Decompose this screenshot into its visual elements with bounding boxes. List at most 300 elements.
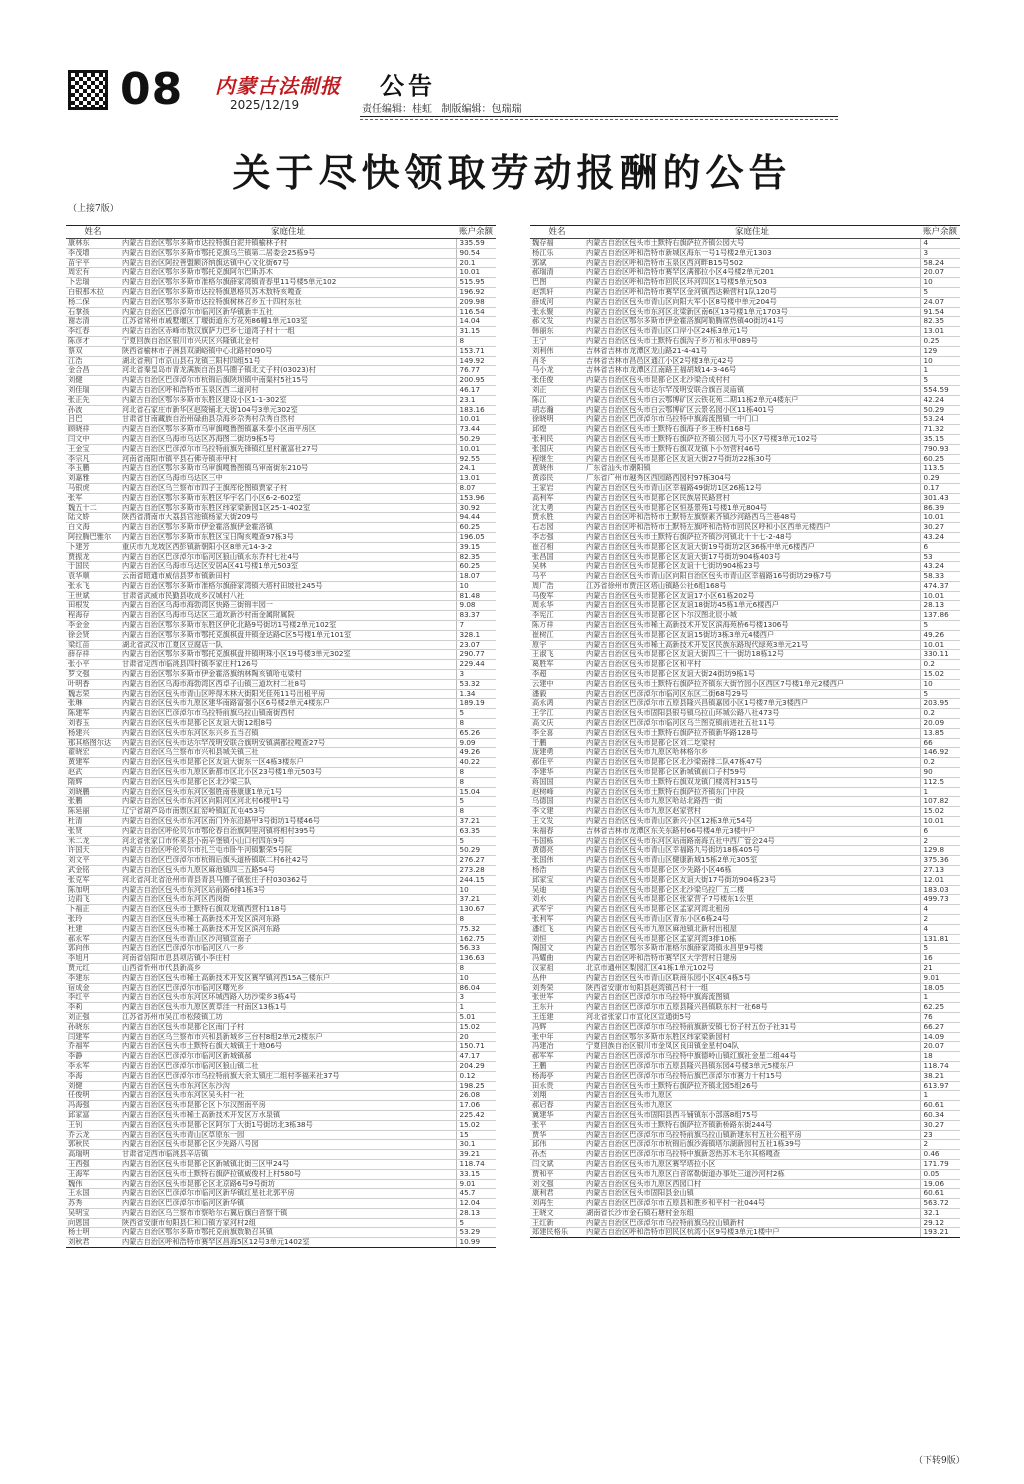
- table-row: [66, 1061, 496, 1071]
- address-cell: 内蒙古自治区包头市昆都仑区卜尔汉图南平房: [120, 1101, 456, 1111]
- name-cell: 张永聚: [530, 307, 584, 317]
- balance-cell: 8: [456, 768, 496, 778]
- table-row: [530, 836, 960, 846]
- balance-cell: 3: [456, 670, 496, 680]
- address-cell: 内蒙古自治区鄂尔多斯市乌审旗嘎鲁图镇乌审南街东210号: [120, 464, 456, 474]
- name-cell: 张克军: [66, 875, 120, 885]
- table-row: [530, 581, 960, 591]
- name-cell: 李宪江: [530, 611, 584, 621]
- table-row: [66, 444, 496, 454]
- address-cell: 内蒙古自治区巴彦淖尔市五原县隆兴昌镇东园4号楼3单元5楼东户: [584, 1061, 920, 1071]
- table-row: [66, 640, 496, 650]
- table-row: [66, 797, 496, 807]
- balance-cell: 53.24: [920, 415, 960, 425]
- name-cell: 乔福军: [66, 1042, 120, 1052]
- table-row: [530, 601, 960, 611]
- table-row: [530, 1228, 960, 1238]
- balance-cell: 28.13: [920, 601, 960, 611]
- table-row: [66, 1140, 496, 1150]
- name-cell: 于国民: [66, 562, 120, 572]
- balance-cell: 290.77: [456, 650, 496, 660]
- balance-cell: 1: [920, 366, 960, 376]
- name-cell: 周永华: [530, 601, 584, 611]
- balance-cell: 18.05: [920, 983, 960, 993]
- table-row: [530, 1140, 960, 1150]
- table-row: [66, 650, 496, 660]
- table-row: [66, 1120, 496, 1130]
- balance-cell: 45.7: [456, 1189, 496, 1199]
- name-cell: 陆文娇: [66, 513, 120, 523]
- name-cell: 宿成金: [66, 983, 120, 993]
- address-cell: 内蒙古自治区巴彦淖尔市杭锦后旗沙海镇塔尔湖新园村五社1栋39号: [584, 1140, 920, 1150]
- table-row: [530, 1189, 960, 1199]
- address-cell: 内蒙古自治区鄂尔多斯市准格尔旗薛家湾镇永昌里9号楼: [584, 944, 920, 954]
- address-cell: 内蒙古自治区包头市昆都仑区北沙梁南排二队47栋47号: [584, 758, 920, 768]
- balance-cell: 15: [456, 1130, 496, 1140]
- table-row: [530, 1159, 960, 1169]
- address-cell: 内蒙古自治区鄂尔多斯市东胜区纬家梁新园1区25-1-402室: [120, 503, 456, 513]
- name-cell: 王连建: [530, 1012, 584, 1022]
- name-cell: 郝军军: [530, 1052, 584, 1062]
- address-cell: 内蒙古自治区乌海市乌达区三道坎新沙村南金属附属院: [120, 611, 456, 621]
- name-cell: 刘正: [530, 385, 584, 395]
- balance-cell: 15.02: [920, 807, 960, 817]
- balance-cell: 20.07: [920, 1042, 960, 1052]
- balance-cell: 83.37: [456, 611, 496, 621]
- table-row: [66, 895, 496, 905]
- name-cell: 白文海: [66, 523, 120, 533]
- name-cell: 杨士明: [66, 1228, 120, 1238]
- table-row: [66, 777, 496, 787]
- balance-cell: 136.63: [456, 954, 496, 964]
- balance-cell: 196.92: [456, 287, 496, 297]
- name-cell: 李静: [66, 1052, 120, 1062]
- address-cell: 内蒙古自治区包头市昆都仑区友谊大街17号街坊904栋23号: [584, 875, 920, 885]
- table-row: [530, 376, 960, 386]
- name-cell: 叶明香: [66, 679, 120, 689]
- balance-cell: 60.61: [920, 1189, 960, 1199]
- balance-cell: 515.95: [456, 278, 496, 288]
- address-cell: 内蒙古自治区包头市东河区向阳河区河北村6楼甲1号: [120, 797, 456, 807]
- balance-cell: 0.25: [920, 336, 960, 346]
- address-cell: 内蒙古自治区包头市九原区建华南路富强小区6号楼2单元4楼东户: [120, 699, 456, 709]
- address-cell: 内蒙古自治区呼和浩特市回民区杭湾小区9号楼3单元1楼中户: [584, 1228, 920, 1238]
- name-cell: 李文建: [530, 807, 584, 817]
- name-cell: 朱福春: [530, 826, 584, 836]
- balance-cell: 183.03: [920, 885, 960, 895]
- balance-cell: 5: [920, 689, 960, 699]
- name-cell: 黄德亮: [530, 846, 584, 856]
- address-cell: 内蒙古自治区包头市青山区呼得木林大街阳光佳苑11号出租平房: [120, 689, 456, 699]
- table-row: [530, 866, 960, 876]
- table-row: [66, 434, 496, 444]
- address-cell: 内蒙古自治区包头市昆都仑区少先路八号园: [120, 1140, 456, 1150]
- address-cell: 内蒙古自治区包头市昆都仑区友谊大街17号街坊904栋403号: [584, 552, 920, 562]
- address-cell: 陕西省安康市旬阳县赵湾镇吕村十一组: [584, 983, 920, 993]
- balance-cell: 35.15: [920, 434, 960, 444]
- balance-cell: 10.01: [456, 415, 496, 425]
- address-cell: 内蒙古自治区包头市昆都仑区北沙梁乌拉厂五二楼: [584, 885, 920, 895]
- table-row: [66, 366, 496, 376]
- name-cell: 陈万祥: [530, 621, 584, 631]
- balance-cell: 244.15: [456, 875, 496, 885]
- address-cell: 内蒙古自治区呼和浩特市回民区环河四区1号楼5单元503: [584, 278, 920, 288]
- balance-cell: 53.29: [456, 1228, 496, 1238]
- address-cell: 内蒙古自治区巴彦淖尔市乌拉特中旗德岭山镇红旗社金星二组44号: [584, 1052, 920, 1062]
- table-row: [66, 993, 496, 1003]
- address-cell: 内蒙古自治区包头市昆都仑区友谊15街坊3栋3单元4楼西户: [584, 630, 920, 640]
- name-cell: 王家岩: [530, 483, 584, 493]
- table-row: [66, 689, 496, 699]
- address-cell: 内蒙古自治区巴彦淖尔市乌拉特后旗巴彦淖尔市赛力十村15号: [584, 1071, 920, 1081]
- name-cell: 冯海强: [66, 1101, 120, 1111]
- address-cell: 内蒙古自治区鄂尔多斯市东胜区伊化北路9号街坊1号楼2单元102室: [120, 621, 456, 631]
- balance-cell: 5: [456, 1218, 496, 1228]
- address-cell: 内蒙古自治区包头市土默特右旗萨拉齐镇沙河镇北十十七-2-48号: [584, 532, 920, 542]
- table-row: [66, 474, 496, 484]
- name-cell: 卜福正: [66, 905, 120, 915]
- name-cell: 李宗凡: [66, 454, 120, 464]
- balance-cell: 5.01: [456, 1012, 496, 1022]
- balance-cell: 18: [920, 1052, 960, 1062]
- name-cell: 崔树江: [530, 630, 584, 640]
- table-row: [530, 719, 960, 729]
- table-row: [530, 709, 960, 719]
- name-cell: 田永贵: [530, 1081, 584, 1091]
- table-row: [530, 1052, 960, 1062]
- address-cell: 吉林省吉林市昌邑区通江小区2号楼3单元42号: [584, 356, 920, 366]
- table-row: [66, 532, 496, 542]
- table-row: [530, 415, 960, 425]
- name-cell: 张玲: [66, 914, 120, 924]
- table-row: [530, 758, 960, 768]
- table-row: [66, 513, 496, 523]
- balance-cell: 107.82: [920, 797, 960, 807]
- balance-cell: 7: [456, 621, 496, 631]
- balance-cell: 6: [920, 826, 960, 836]
- balance-cell: 10.01: [920, 591, 960, 601]
- balance-cell: 66: [920, 738, 960, 748]
- balance-cell: 328.1: [456, 630, 496, 640]
- balance-cell: 204.29: [456, 1061, 496, 1071]
- name-cell: 张利民: [530, 434, 584, 444]
- table-row: [66, 728, 496, 738]
- balance-cell: 10: [456, 885, 496, 895]
- table-row: [530, 405, 960, 415]
- address-cell: 内蒙古自治区呼和浩特市赛罕区昌海5区12号3单元1402室: [120, 1238, 456, 1248]
- table-row: [530, 895, 960, 905]
- name-cell: 李志强: [530, 532, 584, 542]
- table-row: [530, 278, 960, 288]
- address-cell: 河北省河北省沧州市青县青县马圈子镇张庄子村030362号: [120, 875, 456, 885]
- table-row: [66, 591, 496, 601]
- name-cell: 贾华: [530, 1130, 584, 1140]
- balance-cell: 330.11: [920, 650, 960, 660]
- table-row: [530, 327, 960, 337]
- table-row: [66, 709, 496, 719]
- address-cell: 内蒙古自治区包头市达尔罕茂明安联合旗明安镇满都拉嘎查27号: [120, 738, 456, 748]
- table-row: [530, 425, 960, 435]
- balance-cell: 50.29: [920, 405, 960, 415]
- name-cell: 闫文中: [66, 434, 120, 444]
- name-cell: 吴迪: [530, 885, 584, 895]
- name-cell: 李永军: [66, 1061, 120, 1071]
- table-row: [66, 405, 496, 415]
- address-cell: 内蒙古自治区包头市九原区哈林格尔乡: [584, 748, 920, 758]
- address-cell: 河北省石家庄市新华区赵陵铺北大街104号3单元302室: [120, 405, 456, 415]
- name-cell: 黄添民: [530, 474, 584, 484]
- name-cell: 马银虎: [66, 483, 120, 493]
- name-cell: 葛胜军: [530, 660, 584, 670]
- name-cell: 张国庆: [530, 444, 584, 454]
- name-cell: 郭秋民: [66, 1140, 120, 1150]
- address-cell: 内蒙古自治区鄂尔多斯市鄂托克旗乌兰镇第二居委会25栋9号: [120, 248, 456, 258]
- balance-cell: 10.01: [456, 444, 496, 454]
- balance-cell: 198.25: [456, 1081, 496, 1091]
- name-cell: 丛仲: [530, 973, 584, 983]
- name-cell: 张利军: [530, 914, 584, 924]
- table-row: [530, 983, 960, 993]
- balance-cell: 0.2: [920, 660, 960, 670]
- table-row: [530, 385, 960, 395]
- table-row: [66, 1003, 496, 1013]
- section-title: 公告: [380, 71, 436, 100]
- name-cell: 赵凯轩: [530, 287, 584, 297]
- balance-cell: 9.01: [920, 973, 960, 983]
- name-cell: 乔云龙: [66, 1130, 120, 1140]
- table-row: [66, 572, 496, 582]
- table-row: [66, 248, 496, 258]
- table-row: [66, 327, 496, 337]
- table-row: [66, 1159, 496, 1169]
- address-column-header: 家庭住址: [120, 226, 456, 239]
- name-cell: 孙杰: [530, 1150, 584, 1160]
- table-row: [530, 297, 960, 307]
- balance-cell: 118.74: [456, 1159, 496, 1169]
- address-cell: 吉林省吉林市龙潭区龙山路21-4-41号: [584, 346, 920, 356]
- address-cell: 内蒙古自治区鄂尔多斯市鄂托克前旗敖勒召其镇: [120, 1228, 456, 1238]
- address-cell: 内蒙古自治区巴彦淖尔市乌拉特前旗大余太镇庄二组村李福来社37号: [120, 1071, 456, 1081]
- balance-cell: 33.15: [456, 1169, 496, 1179]
- balance-cell: 171.79: [920, 1159, 960, 1169]
- address-cell: 内蒙古自治区呼和浩特市新城区海东一号1号楼2单元1303: [584, 248, 920, 258]
- address-cell: 内蒙古自治区乌兰察布市兴和县新城乡三台村8组2单元2楼东户: [120, 1032, 456, 1042]
- name-cell: 刘健: [66, 1081, 120, 1091]
- name-cell: 马平: [530, 572, 584, 582]
- table-row: [530, 1169, 960, 1179]
- address-cell: 内蒙古自治区包头市东河区强胜南巷康康1单元1号: [120, 787, 456, 797]
- address-cell: 内蒙古自治区包头市九原区: [584, 1101, 920, 1111]
- table-row: [530, 611, 960, 621]
- balance-cell: 0.17: [920, 483, 960, 493]
- address-cell: 内蒙古自治区鄂尔多斯市乌审旗嘎鲁图镇嘉禾泰小区南平房区: [120, 425, 456, 435]
- name-cell: 任俊明: [66, 1091, 120, 1101]
- address-cell: 内蒙古自治区呼和浩特市赛罕区金河镇西达赖营村1队120号: [584, 287, 920, 297]
- address-cell: 内蒙古自治区包头市稀土高新技术开发区民族东路现代绿苑3单元21号: [584, 640, 920, 650]
- table-row: [530, 248, 960, 258]
- name-cell: 王红新: [530, 1218, 584, 1228]
- balance-cell: 60.25: [456, 562, 496, 572]
- address-cell: 内蒙古自治区巴彦淖尔市杭锦后旗头道桥镇联二村6社42号: [120, 856, 456, 866]
- balance-cell: 23.1: [456, 395, 496, 405]
- name-cell: 魏伟: [66, 1179, 120, 1189]
- address-cell: 内蒙古自治区巴彦淖尔市临河区狼山镇永东乔村七社4号: [120, 552, 456, 562]
- name-cell: 魏志荣: [66, 689, 120, 699]
- address-cell: 内蒙古自治区包头市九原区麻池镇四三五路54号: [120, 866, 456, 876]
- address-cell: 内蒙古自治区包头市土默特右旗萨拉齐镇东大街竹园小区西区7号楼1单元2楼西户: [584, 679, 920, 689]
- name-cell: 王宁: [530, 336, 584, 346]
- balance-cell: 3: [456, 993, 496, 1003]
- balance-cell: 13.85: [920, 728, 960, 738]
- name-cell: 原宇: [530, 640, 584, 650]
- address-cell: 内蒙古自治区包头市九原区西园口村: [584, 1179, 920, 1189]
- balance-cell: 153.71: [456, 346, 496, 356]
- name-cell: 刘水: [530, 895, 584, 905]
- table-row: [530, 670, 960, 680]
- address-cell: 内蒙古自治区包头市昆都仑区友谊大街四三十一街坊18栋12号: [584, 650, 920, 660]
- table-row: [66, 914, 496, 924]
- address-cell: 内蒙古自治区鄂尔多斯市伊金霍洛旗纳林陶亥镇哈屯梁村: [120, 670, 456, 680]
- address-cell: 内蒙古自治区包头市九原区: [584, 1091, 920, 1101]
- name-cell: 张中年: [530, 1032, 584, 1042]
- name-cell: 张贤: [66, 826, 120, 836]
- balance-cell: 3: [920, 248, 960, 258]
- table-row: [530, 483, 960, 493]
- table-row: [530, 738, 960, 748]
- address-cell: 内蒙古自治区包头市九原区白音席勒街道办事处三道沙河村2栋: [584, 1169, 920, 1179]
- balance-cell: 131.81: [920, 934, 960, 944]
- name-cell: 胡志瀚: [530, 405, 584, 415]
- layout-editor-label: 制版编辑：: [441, 104, 492, 115]
- table-row: [66, 758, 496, 768]
- name-cell: 吕巴: [66, 415, 120, 425]
- address-cell: 内蒙古自治区包头市昆都仑区和平村: [584, 660, 920, 670]
- table-row: [530, 650, 960, 660]
- balance-cell: 10.01: [456, 268, 496, 278]
- qr-code: [68, 70, 108, 110]
- table-row: [530, 1101, 960, 1111]
- balance-cell: 790.93: [920, 444, 960, 454]
- table-row: [530, 817, 960, 827]
- balance-cell: 60.61: [920, 1101, 960, 1111]
- address-cell: 山西省忻州市代县新高乡: [120, 963, 456, 973]
- wage-table-right: [530, 225, 960, 1238]
- address-cell: 内蒙古自治区包头市青山区草原东一园: [120, 1130, 456, 1140]
- name-cell: 张军: [66, 493, 120, 503]
- address-cell: 内蒙古自治区包头市昆都仑区张家营子7号楼东1公里: [584, 895, 920, 905]
- address-cell: 内蒙古自治区包头市昆都仑区阿尔丁大街1号街坊北3栋38号: [120, 1120, 456, 1130]
- name-cell: 冯耀曲: [530, 954, 584, 964]
- continued-from-note: （上接7版）: [68, 204, 119, 214]
- balance-cell: 26.08: [456, 1091, 496, 1101]
- balance-cell: 5: [456, 797, 496, 807]
- name-cell: 张昌国: [530, 552, 584, 562]
- table-row: [530, 679, 960, 689]
- table-row: [66, 660, 496, 670]
- name-cell: 向恩国: [66, 1218, 120, 1228]
- balance-cell: 46.17: [456, 385, 496, 395]
- address-cell: 内蒙古自治区乌兰察布市察哈尔右翼后旗白音察干镇: [120, 1208, 456, 1218]
- name-cell: 赵树峰: [530, 787, 584, 797]
- balance-cell: 8: [456, 777, 496, 787]
- name-cell: 邱煌: [530, 425, 584, 435]
- address-cell: 内蒙古自治区包头市土默特右旗萨拉齐镇东门中段: [584, 787, 920, 797]
- balance-cell: 73.44: [456, 425, 496, 435]
- balance-cell: 1.34: [456, 689, 496, 699]
- name-cell: 李红平: [66, 993, 120, 1003]
- name-cell: 罗文强: [66, 670, 120, 680]
- table-row: [530, 787, 960, 797]
- name-cell: 黄建军: [66, 758, 120, 768]
- table-row: [530, 1003, 960, 1013]
- name-cell: 孙波: [66, 405, 120, 415]
- balance-cell: 39.15: [456, 542, 496, 552]
- address-cell: 内蒙古自治区包头市昆都仑区友谊大街东一区4栋3楼东户: [120, 758, 456, 768]
- address-cell: 辽宁省葫芦岛市南票区缸窑岭镇缸瓦屯453号: [120, 807, 456, 817]
- table-row: [530, 572, 960, 582]
- name-cell: 张琳: [66, 699, 120, 709]
- table-row: [66, 630, 496, 640]
- balance-cell: 62.25: [920, 1003, 960, 1013]
- address-cell: 内蒙古自治区巴彦淖尔市杭锦后旗陕坝镇中南渠村5社15号: [120, 376, 456, 386]
- name-cell: 贾永胜: [530, 513, 584, 523]
- balance-cell: 335.59: [456, 239, 496, 249]
- address-cell: 北京市通州区梨园汇区41栋1单元102号: [584, 963, 920, 973]
- address-cell: 内蒙古自治区巴彦淖尔市乌拉特前旗乌拉山镇新村: [584, 1218, 920, 1228]
- balance-cell: 10.99: [456, 1238, 496, 1248]
- balance-cell: 86.04: [456, 983, 496, 993]
- name-cell: 肖冬: [530, 356, 584, 366]
- balance-cell: 189.19: [456, 699, 496, 709]
- address-cell: 内蒙古自治区包头市九原区赵家营村: [584, 807, 920, 817]
- name-cell: 崔召相: [530, 542, 584, 552]
- address-cell: 内蒙古自治区包头市九原区新都市区北小区23号楼1单元503号: [120, 768, 456, 778]
- address-cell: 内蒙古自治区鄂尔多斯市东胜区华宇名门小区6-2-602室: [120, 493, 456, 503]
- table-row: [66, 307, 496, 317]
- address-cell: 内蒙古自治区包头市东河区南门外东沿路甲3号街坊1号楼46号: [120, 817, 456, 827]
- name-cell: 苏秀: [66, 1199, 120, 1209]
- balance-cell: 58.33: [920, 572, 960, 582]
- table-row: [66, 807, 496, 817]
- table-row: [66, 239, 496, 249]
- newspaper-logo: 内蒙古法制报: [215, 74, 341, 98]
- balance-cell: 0.12: [456, 1071, 496, 1081]
- name-cell: 陈江: [530, 395, 584, 405]
- balance-cell: 5: [920, 621, 960, 631]
- table-row: [530, 1110, 960, 1120]
- name-cell: 张佳俊: [530, 376, 584, 386]
- balance-cell: 86.39: [920, 503, 960, 513]
- balance-cell: 27.13: [920, 866, 960, 876]
- balance-cell: 30.27: [920, 523, 960, 533]
- name-cell: 贾元红: [66, 963, 120, 973]
- address-cell: 内蒙古自治区呼和浩特市玉泉区西河畔B15号502: [584, 258, 920, 268]
- name-cell: 邱伟: [530, 1140, 584, 1150]
- address-cell: 内蒙古自治区包头市土默特右旗萨拉镇威俊村上村580号: [120, 1169, 456, 1179]
- table-row: [66, 787, 496, 797]
- balance-cell: 8: [456, 336, 496, 346]
- balance-cell: 39.21: [456, 1150, 496, 1160]
- table-row: [530, 239, 960, 249]
- table-row: [530, 846, 960, 856]
- balance-cell: 5: [920, 287, 960, 297]
- table-row: [66, 552, 496, 562]
- balance-cell: 2: [920, 836, 960, 846]
- table-row: [530, 1120, 960, 1130]
- name-cell: 郝文发: [530, 317, 584, 327]
- address-cell: 内蒙古自治区包头市昆都仑区孟家河湾3排10栋: [584, 934, 920, 944]
- address-cell: 内蒙古自治区鄂尔多斯市东胜区宝日陶亥嘎查97栋3号: [120, 532, 456, 542]
